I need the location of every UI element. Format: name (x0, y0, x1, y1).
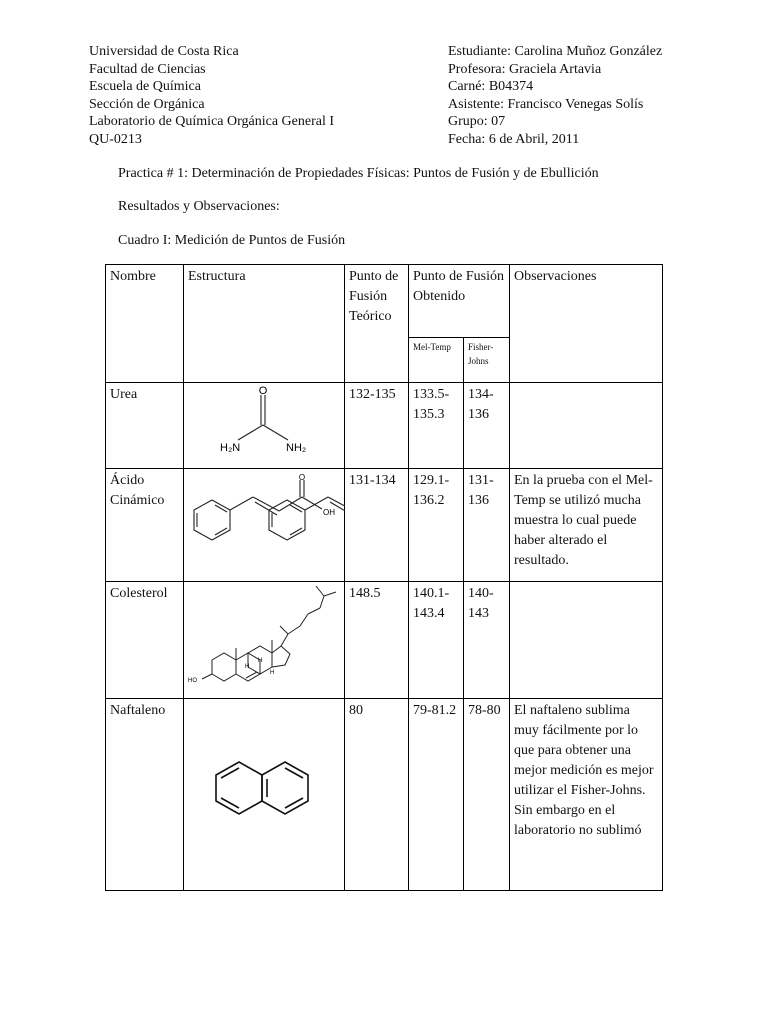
header-theoretical: Punto de Fusión Teórico (345, 265, 409, 383)
cinnamic-acid-structure (184, 469, 345, 581)
student-line: Estudiante: Carolina Muñoz González (448, 44, 663, 59)
header-obtained: Punto de Fusión Obtenido (409, 265, 510, 338)
section-title: Resultados y Observaciones: (118, 199, 280, 214)
lab-line: Laboratorio de Química Orgánica General I (89, 114, 335, 129)
fisher-value: 131-136 (464, 469, 510, 582)
university-line: Universidad de Costa Rica (89, 44, 239, 59)
structure-cell (184, 469, 345, 582)
cholesterol-h2-label: H (258, 658, 263, 664)
meltemp-value: 133.5-135.3 (409, 383, 464, 469)
header-row (106, 265, 663, 338)
fisher-value: 134-136 (464, 383, 510, 469)
theoretical-value: 131-134 (345, 469, 409, 582)
course-code-line: QU-0213 (89, 131, 142, 147)
table-row (106, 383, 663, 469)
cholesterol-hydroxyl-label: HO (188, 678, 197, 684)
subheader-fisher: Fisher-Johns (464, 338, 510, 383)
theoretical-value: 148.5 (345, 582, 409, 699)
group-line: Grupo: 07 (448, 114, 506, 129)
id-line: Carné: B04374 (448, 79, 534, 94)
urea-amine-left-label: H₂N (220, 442, 241, 454)
table-caption: Cuadro I: Medición de Puntos de Fusión (118, 233, 346, 248)
urea-amine-right-label: NH₂ (286, 442, 307, 454)
meltemp-value: 79-81.2 (409, 699, 464, 891)
compound-name: Urea (106, 383, 184, 469)
section-line: Sección de Orgánica (89, 96, 205, 112)
structure-cell (184, 383, 345, 469)
date-line: Fecha: 6 de Abril, 2011 (448, 131, 580, 147)
structure-cell (184, 582, 345, 699)
fisher-value: 78-80 (464, 699, 510, 891)
table-row (106, 582, 663, 699)
table-row (106, 699, 663, 891)
cinnamic-oxygen-label: O (298, 473, 306, 482)
naphthalene-structure (184, 699, 345, 889)
header-name: Nombre (106, 265, 184, 383)
table-row (106, 469, 663, 582)
cinnamic-hydroxyl-label: OH (323, 508, 335, 517)
cholesterol-structure (184, 582, 345, 698)
observations-value (510, 383, 663, 469)
practice-title: Practica # 1: Determinación de Propiedades Físicas: Puntos de Fusión y de Ebullición (118, 166, 599, 181)
header-observations: Observaciones (510, 265, 663, 383)
meltemp-value: 129.1-136.2 (409, 469, 464, 582)
melting-points-table (105, 264, 663, 891)
faculty-line: Facultad de Ciencias (89, 61, 206, 77)
observations-value: El naftaleno sublima muy fácilmente por lo que para obtener una mejor medición es mejor utilizar el Fisher-Johns. Sin embargo en el laboratorio no sublimó (510, 699, 663, 891)
fisher-value: 140-143 (464, 582, 510, 699)
observations-value: En la prueba con el Mel-Temp se utilizó mucha muestra lo cual puede haber alterado el resultado. (510, 469, 663, 582)
subheader-meltemp: Mel-Temp (409, 338, 464, 383)
assistant-line: Asistente: Francisco Venegas Solís (448, 96, 644, 112)
urea-oxygen-label: O (258, 385, 268, 397)
cholesterol-h1-label: H (245, 664, 250, 670)
header-right (448, 43, 662, 148)
header-structure: Estructura (184, 265, 345, 383)
structure-cell (184, 699, 345, 891)
compound-name: Naftaleno (106, 699, 184, 891)
observations-value (510, 582, 663, 699)
compound-name: Ácido Cinámico (106, 469, 184, 582)
header-left (89, 43, 334, 148)
cholesterol-h3-label: H (270, 670, 275, 676)
compound-name: Colesterol (106, 582, 184, 699)
meltemp-value: 140.1-143.4 (409, 582, 464, 699)
professor-line: Profesora: Graciela Artavia (448, 61, 602, 77)
theoretical-value: 80 (345, 699, 409, 891)
theoretical-value: 132-135 (345, 383, 409, 469)
urea-structure (184, 383, 345, 468)
school-line: Escuela de Química (89, 79, 201, 94)
